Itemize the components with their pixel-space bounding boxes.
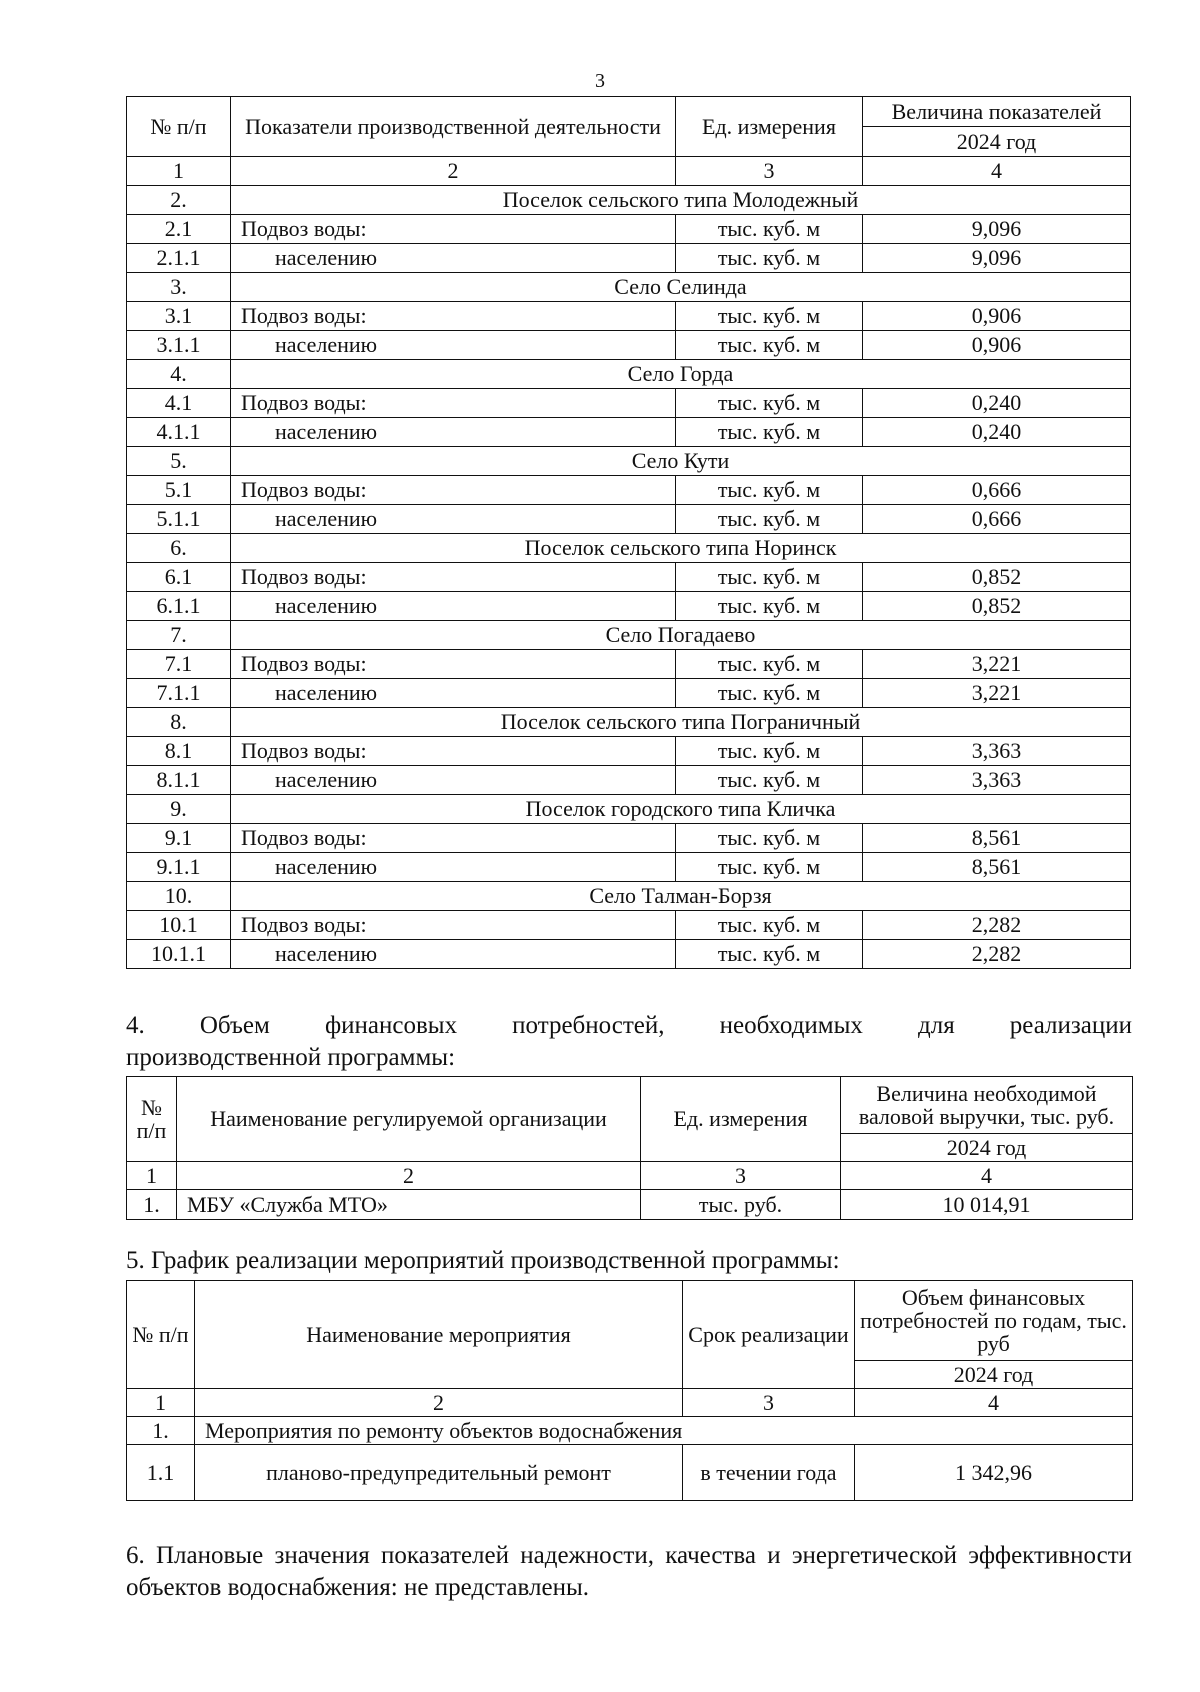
header-num: № п/п — [127, 1281, 195, 1389]
row-value: 3,221 — [863, 650, 1131, 679]
row-unit: тыс. куб. м — [676, 331, 863, 360]
row-unit: тыс. куб. м — [676, 824, 863, 853]
row-num: 8.1.1 — [127, 766, 231, 795]
col-number: 1 — [127, 1389, 195, 1417]
row-label: Подвоз воды: — [231, 650, 676, 679]
group-name: Село Селинда — [231, 273, 1131, 302]
group-name: Поселок городского типа Кличка — [231, 795, 1131, 824]
row-value: 8,561 — [863, 853, 1131, 882]
row-num: 9.1 — [127, 824, 231, 853]
header-year: 2024 год — [855, 1361, 1133, 1389]
table-row — [127, 244, 1131, 273]
group-row — [127, 882, 1131, 911]
header-value: Объем финансовых потребностей по годам, тыс. руб — [855, 1281, 1133, 1361]
section-4-heading-line2: производственной программы: — [126, 1044, 456, 1071]
header-value: Величина необходимой валовой выручки, тыс. руб. — [841, 1077, 1133, 1134]
row-label: населению — [231, 418, 676, 447]
group-num: 6. — [127, 534, 231, 563]
group-row — [127, 186, 1131, 215]
group-name: Село Погадаево — [231, 621, 1131, 650]
row-value: 1 342,96 — [855, 1445, 1133, 1501]
row-unit: тыс. куб. м — [676, 476, 863, 505]
row-unit: тыс. куб. м — [676, 418, 863, 447]
table-row — [127, 302, 1131, 331]
row-num: 7.1.1 — [127, 679, 231, 708]
row-unit: тыс. куб. м — [676, 389, 863, 418]
group-row — [127, 621, 1131, 650]
table-row — [127, 1445, 1133, 1501]
row-unit: тыс. куб. м — [676, 592, 863, 621]
header-year: 2024 год — [863, 127, 1131, 157]
row-num: 5.1.1 — [127, 505, 231, 534]
row-value: 0,666 — [863, 476, 1131, 505]
col-number: 2 — [195, 1389, 683, 1417]
row-label: населению — [231, 679, 676, 708]
row-unit: тыс. куб. м — [676, 737, 863, 766]
col-number: 4 — [841, 1162, 1133, 1190]
row-unit: тыс. руб. — [641, 1190, 841, 1220]
row-unit: тыс. куб. м — [676, 911, 863, 940]
group-num: 8. — [127, 708, 231, 737]
row-value: 0,852 — [863, 563, 1131, 592]
row-label: населению — [231, 244, 676, 273]
row-value: 8,561 — [863, 824, 1131, 853]
table-row — [127, 563, 1131, 592]
table-row — [127, 853, 1131, 882]
col-number: 3 — [641, 1162, 841, 1190]
row-unit: тыс. куб. м — [676, 679, 863, 708]
row-unit: тыс. куб. м — [676, 302, 863, 331]
row-label: населению — [231, 940, 676, 969]
table-row — [127, 940, 1131, 969]
section-6-text: 6. Плановые значения показателей надежности, качества и энергетической эффективности объектов водоснабжения: не представлены. — [126, 1542, 1132, 1601]
row-label: Подвоз воды: — [231, 911, 676, 940]
group-row — [127, 708, 1131, 737]
row-num: 3.1.1 — [127, 331, 231, 360]
table-row — [127, 418, 1131, 447]
header-year: 2024 год — [841, 1134, 1133, 1162]
table-row — [127, 737, 1131, 766]
row-num: 10.1.1 — [127, 940, 231, 969]
group-num: 9. — [127, 795, 231, 824]
row-value: 0,240 — [863, 418, 1131, 447]
row-value: 9,096 — [863, 215, 1131, 244]
row-label: Подвоз воды: — [231, 302, 676, 331]
col-number: 1 — [127, 157, 231, 186]
col-number: 2 — [231, 157, 676, 186]
row-num: 2.1.1 — [127, 244, 231, 273]
group-num: 10. — [127, 882, 231, 911]
row-value: 3,363 — [863, 766, 1131, 795]
group-row — [127, 447, 1131, 476]
table-row — [127, 476, 1131, 505]
row-label: Подвоз воды: — [231, 389, 676, 418]
production-indicators-table — [126, 96, 1131, 969]
table-row — [127, 592, 1131, 621]
row-value: 2,282 — [863, 911, 1131, 940]
row-value: 3,221 — [863, 679, 1131, 708]
table-row — [127, 389, 1131, 418]
group-name: Село Кути — [231, 447, 1131, 476]
financial-needs-table — [126, 1076, 1133, 1220]
table-row — [127, 331, 1131, 360]
row-value: 0,666 — [863, 505, 1131, 534]
row-unit: тыс. куб. м — [676, 853, 863, 882]
group-row — [127, 534, 1131, 563]
row-unit: тыс. куб. м — [676, 244, 863, 273]
row-num: 1. — [127, 1190, 177, 1220]
row-value: 0,240 — [863, 389, 1131, 418]
group-name: Поселок сельского типа Пограничный — [231, 708, 1131, 737]
group-num: 2. — [127, 186, 231, 215]
group-row — [127, 795, 1131, 824]
group-num: 7. — [127, 621, 231, 650]
row-label: Подвоз воды: — [231, 215, 676, 244]
row-unit: тыс. куб. м — [676, 940, 863, 969]
table-row — [127, 766, 1131, 795]
row-value: 3,363 — [863, 737, 1131, 766]
group-name: Мероприятия по ремонту объектов водоснабжения — [195, 1417, 1133, 1445]
table-row — [127, 215, 1131, 244]
section-4-heading-line1: 4. Объем финансовых потребностей, необходимых для реализации — [126, 1012, 1132, 1039]
header-unit: Ед. измерения — [641, 1077, 841, 1162]
group-row — [127, 273, 1131, 302]
page-number: 3 — [595, 70, 605, 92]
header-unit: Ед. измерения — [676, 97, 863, 157]
row-num: 10.1 — [127, 911, 231, 940]
row-num: 1.1 — [127, 1445, 195, 1501]
group-name: Село Талман-Борзя — [231, 882, 1131, 911]
group-num: 4. — [127, 360, 231, 389]
header-indicator: Показатели производственной деятельности — [231, 97, 676, 157]
group-row — [127, 1417, 1133, 1445]
header-num: № п/п — [127, 1077, 177, 1162]
row-value: 10 014,91 — [841, 1190, 1133, 1220]
row-num: 9.1.1 — [127, 853, 231, 882]
header-value: Величина показателей — [863, 97, 1131, 127]
row-label: населению — [231, 853, 676, 882]
table-row — [127, 505, 1131, 534]
header-name: Наименование мероприятия — [195, 1281, 683, 1389]
row-num: 3.1 — [127, 302, 231, 331]
section-5-heading: 5. График реализации мероприятий производственной программы: — [126, 1247, 840, 1274]
row-label: населению — [231, 592, 676, 621]
row-label: населению — [231, 331, 676, 360]
row-num: 4.1 — [127, 389, 231, 418]
group-row — [127, 360, 1131, 389]
group-name: Поселок сельского типа Молодежный — [231, 186, 1131, 215]
row-value: 0,906 — [863, 302, 1131, 331]
group-num: 3. — [127, 273, 231, 302]
row-num: 2.1 — [127, 215, 231, 244]
row-num: 5.1 — [127, 476, 231, 505]
col-number: 3 — [676, 157, 863, 186]
row-value: 2,282 — [863, 940, 1131, 969]
table-row — [127, 650, 1131, 679]
header-term: Срок реализации — [683, 1281, 855, 1389]
group-num: 1. — [127, 1417, 195, 1445]
row-term: в течении года — [683, 1445, 855, 1501]
row-unit: тыс. куб. м — [676, 505, 863, 534]
row-unit: тыс. куб. м — [676, 650, 863, 679]
schedule-table — [126, 1280, 1133, 1501]
col-number: 4 — [863, 157, 1131, 186]
row-num: 6.1 — [127, 563, 231, 592]
group-num: 5. — [127, 447, 231, 476]
row-label: Подвоз воды: — [231, 563, 676, 592]
table-row — [127, 1190, 1133, 1220]
row-num: 4.1.1 — [127, 418, 231, 447]
row-num: 8.1 — [127, 737, 231, 766]
row-unit: тыс. куб. м — [676, 215, 863, 244]
header-org: Наименование регулируемой организации — [177, 1077, 641, 1162]
table-row — [127, 824, 1131, 853]
row-label: населению — [231, 505, 676, 534]
row-value: 0,852 — [863, 592, 1131, 621]
row-label: Подвоз воды: — [231, 824, 676, 853]
row-unit: тыс. куб. м — [676, 563, 863, 592]
row-label: Подвоз воды: — [231, 737, 676, 766]
row-org: МБУ «Служба МТО» — [177, 1190, 641, 1220]
row-num: 6.1.1 — [127, 592, 231, 621]
row-label: населению — [231, 766, 676, 795]
col-number: 2 — [177, 1162, 641, 1190]
header-num: № п/п — [127, 97, 231, 157]
table-row — [127, 911, 1131, 940]
row-num: 7.1 — [127, 650, 231, 679]
row-value: 9,096 — [863, 244, 1131, 273]
row-value: 0,906 — [863, 331, 1131, 360]
group-name: Село Горда — [231, 360, 1131, 389]
row-unit: тыс. куб. м — [676, 766, 863, 795]
col-number: 1 — [127, 1162, 177, 1190]
section-4-heading — [126, 1010, 1132, 1074]
table-row — [127, 679, 1131, 708]
row-name: планово-предупредительный ремонт — [195, 1445, 683, 1501]
col-number: 3 — [683, 1389, 855, 1417]
group-name: Поселок сельского типа Норинск — [231, 534, 1131, 563]
col-number: 4 — [855, 1389, 1133, 1417]
row-label: Подвоз воды: — [231, 476, 676, 505]
